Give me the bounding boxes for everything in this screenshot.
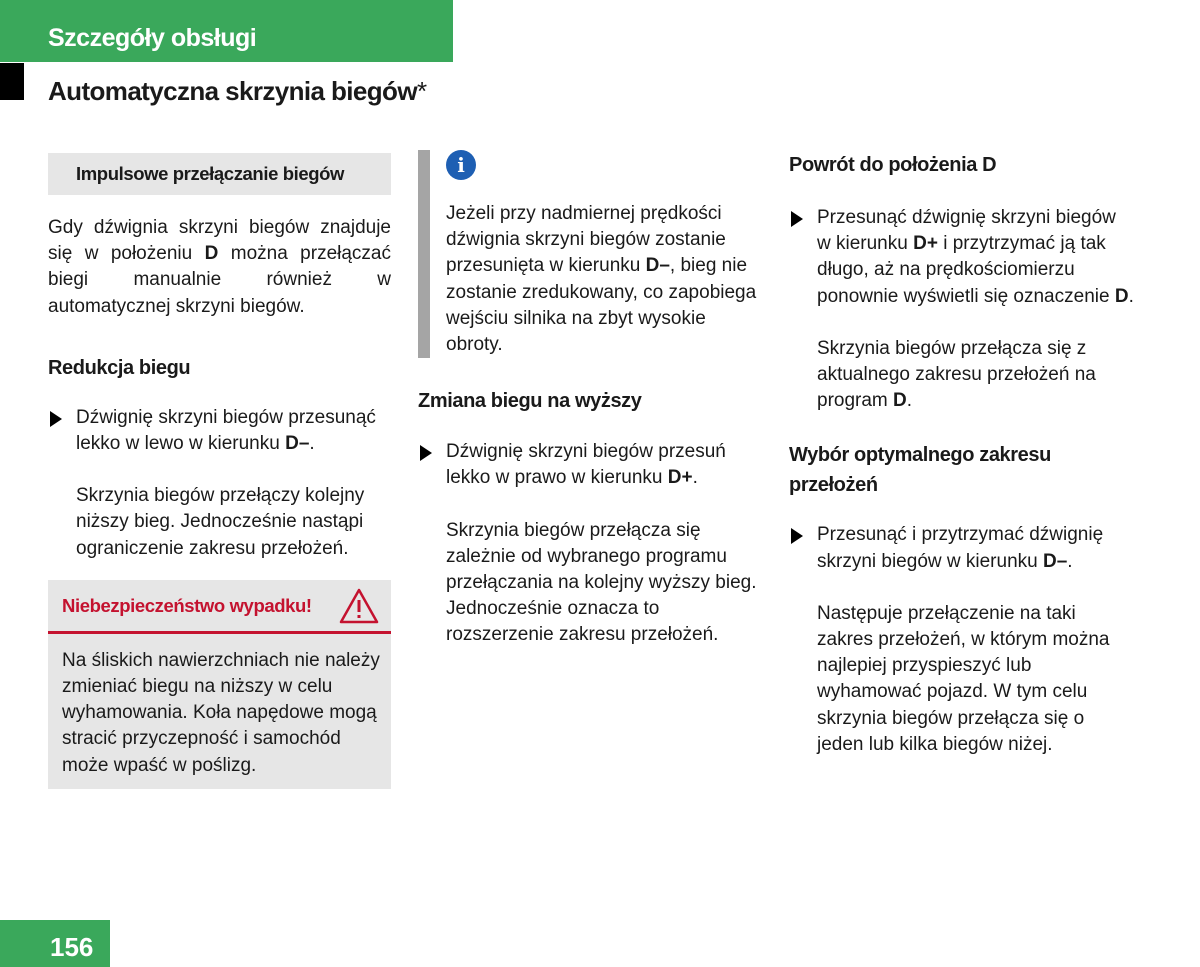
heading-upshift: Zmiana biegu na wyższy: [418, 390, 642, 413]
heading-return-d: Powrót do położenia D: [789, 154, 997, 176]
bullet-step-upshift: [418, 439, 763, 491]
step-text-2: i przytrzymać ją tak długo, aż na prędkościomierzu ponownie wyświetli się oznaczenie: [817, 233, 1115, 307]
result-text-1: Skrzynia biegów przełącza się z aktualnego zakresu przełożeń na program: [817, 337, 1096, 412]
result-return: [789, 336, 1134, 415]
column-right: [789, 150, 1134, 758]
step-text-1: Przesunąć dźwignię skrzyni biegów w kierunku: [817, 207, 1116, 255]
intro-text-2: można przełączać biegi manualnie również w automatycznej skrzyni biegów.: [48, 243, 391, 317]
page-title-star: *: [416, 76, 427, 106]
chapter-marker: [0, 63, 24, 100]
step-text: [76, 405, 391, 457]
info-circle-icon: i: [446, 150, 476, 180]
step-bold-1: D–: [1042, 550, 1068, 572]
step-text-1: Dźwignię skrzyni biegów przesunąć lekko w lewo w kierunku: [76, 406, 376, 455]
intro-bold-1: D: [204, 243, 219, 265]
info-bold-1: D–: [645, 255, 670, 277]
warning-box: [48, 580, 391, 789]
intro-paragraph: [48, 215, 391, 320]
page-title-text: Automatyczna skrzynia biegów: [48, 76, 417, 106]
page-number: 156: [0, 920, 110, 967]
step-bold-2: D: [1114, 285, 1129, 307]
step-text: [817, 205, 1134, 310]
result-optimal: Następuje przełączenie na taki zakres przełożeń, w którym można najlepiej przyspieszyć lub wyhamować pojazd. W tym celu skrzynia biegów przełącza się o jeden lub kilka biegów niżej.: [817, 602, 1110, 755]
step-text-3: .: [1128, 285, 1134, 307]
bullet-step-optimal: [789, 522, 1134, 574]
warning-text: Na śliskich nawierzchniach nie należy zmieniać biegu na niższy w celu wyhamowania. Koła napędowe mogą stracić przyczepność i samochód może wpaść w poślizg.: [62, 649, 380, 776]
step-text-1: Przesunąć i przytrzymać dźwignię skrzyni biegów w kierunku: [817, 524, 1104, 572]
step-text-2: .: [309, 433, 315, 455]
page-title: [48, 74, 427, 108]
info-bar: [418, 150, 430, 358]
warning-header: [48, 580, 391, 634]
triangle-right-icon: [50, 411, 62, 427]
column-left: [48, 150, 391, 789]
section-header: Szczegóły obsługi: [0, 0, 453, 62]
step-bold-1: D+: [667, 467, 693, 489]
step-text-2: .: [692, 467, 698, 489]
triangle-right-icon: [791, 211, 803, 227]
bullet-step-return: [789, 205, 1134, 310]
bullet-step-reduction: [48, 405, 391, 457]
step-text-2: .: [1067, 550, 1073, 572]
info-note: [418, 150, 763, 358]
result-bold-1: D: [893, 390, 907, 412]
info-text: [446, 201, 763, 358]
triangle-right-icon: [420, 445, 432, 461]
result-upshift: Skrzynia biegów przełącza się zależnie od wybranego programu przełączania na kolejny wyższy bieg. Jednocześnie oznacza to rozszerzenie zakresu przełożeń.: [446, 519, 757, 646]
warning-title: Niebezpieczeństwo wypadku!: [62, 594, 312, 616]
heading-reduction: Redukcja biegu: [48, 356, 191, 379]
column-middle: [418, 150, 763, 649]
result-reduction: Skrzynia biegów przełączy kolejny niższy bieg. Jednocześnie nastąpi ograniczenie zakresu przełożeń.: [76, 485, 365, 559]
info-text-2: , bieg nie zostanie zredukowany, co zapobiega wejściu silnika na zbyt wysokie obroty.: [446, 255, 757, 356]
intro-text-1: Gdy dźwignia skrzyni biegów znajduje się w położeniu: [48, 217, 391, 265]
warning-triangle-icon: [339, 588, 379, 629]
box-heading: Impulsowe przełączanie biegów: [48, 153, 391, 195]
warning-body: [48, 634, 391, 789]
heading-optimal-range: Wybór optymalnego zakresu przełożeń: [789, 444, 1051, 497]
result-text-2: .: [906, 390, 913, 412]
triangle-right-icon: [791, 528, 803, 544]
info-text-1: Jeżeli przy nadmiernej prędkości dźwignia skrzyni biegów zostanie przesunięta w kierunku: [446, 203, 726, 277]
step-bold-1: D+: [913, 233, 938, 255]
step-text: [446, 439, 763, 491]
step-bold-1: D–: [285, 433, 310, 455]
step-text: [817, 522, 1134, 574]
step-text-1: Dźwignię skrzyni biegów przesuń lekko w prawo w kierunku: [446, 441, 726, 489]
